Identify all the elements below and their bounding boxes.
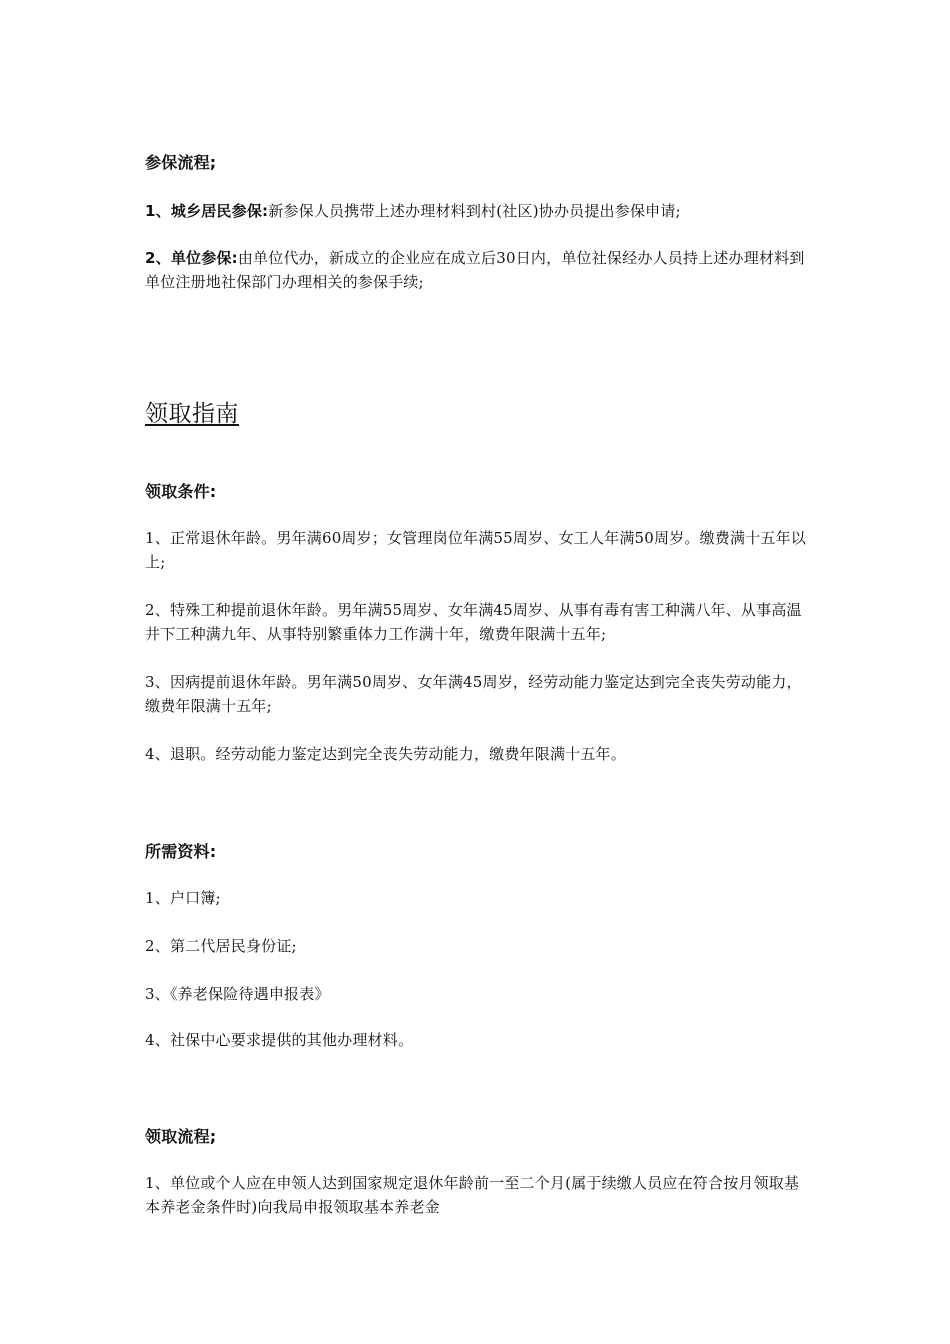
condition-item-3: 3、因病提前退休年龄。男年满50周岁、女年满45周岁，经劳动能力鉴定达到完全丧失劳动能力，缴费年限满十五年; bbox=[145, 673, 802, 715]
enroll-process-heading: 参保流程; bbox=[145, 153, 217, 172]
enroll-process-item-2 bbox=[145, 246, 810, 294]
guide-title: 领取指南 bbox=[145, 401, 239, 427]
condition-item-4: 4、退职。经劳动能力鉴定达到完全丧失劳动能力，缴费年限满十五年。 bbox=[145, 745, 626, 763]
material-item-4: 4、社保中心要求提供的其他办理材料。 bbox=[145, 1031, 414, 1049]
materials-heading: 所需资料: bbox=[145, 842, 217, 861]
material-item-3: 3、《养老保险待遇申报表》 bbox=[145, 985, 330, 1003]
enroll-item-2-label: 2、单位参保: bbox=[145, 249, 238, 267]
claim-process-heading: 领取流程; bbox=[145, 1127, 217, 1146]
enroll-item-2-text: 由单位代办，新成立的企业应在成立后30日内，单位社保经办人员持上述办理材料到单位注册地社保部门办理相关的参保手续; bbox=[145, 249, 805, 291]
material-item-1: 1、户口簿; bbox=[145, 889, 221, 907]
enroll-item-1-text: 新参保人员携带上述办理材料到村(社区)协办员提出参保申请; bbox=[268, 202, 681, 220]
enroll-process-item-1 bbox=[145, 199, 810, 223]
claim-process-item-1: 1、单位或个人应在申领人达到国家规定退休年龄前一至二个月(属于续缴人员应在符合按月领取基本养老金条件时)向我局申报领取基本养老金 bbox=[145, 1174, 800, 1216]
conditions-heading: 领取条件: bbox=[145, 482, 217, 501]
material-item-2: 2、第二代居民身份证; bbox=[145, 937, 297, 955]
enroll-item-1-label: 1、城乡居民参保: bbox=[145, 202, 269, 220]
condition-item-1: 1、正常退休年龄。男年满60周岁；女管理岗位年满55周岁、女工人年满50周岁。缴费满十五年以上; bbox=[145, 529, 807, 571]
condition-item-2: 2、特殊工种提前退休年龄。男年满55周岁、女年满45周岁、从事有毒有害工种满八年、从事高温井下工种满九年、从事特别繁重体力工作满十年，缴费年限满十五年; bbox=[145, 601, 802, 643]
